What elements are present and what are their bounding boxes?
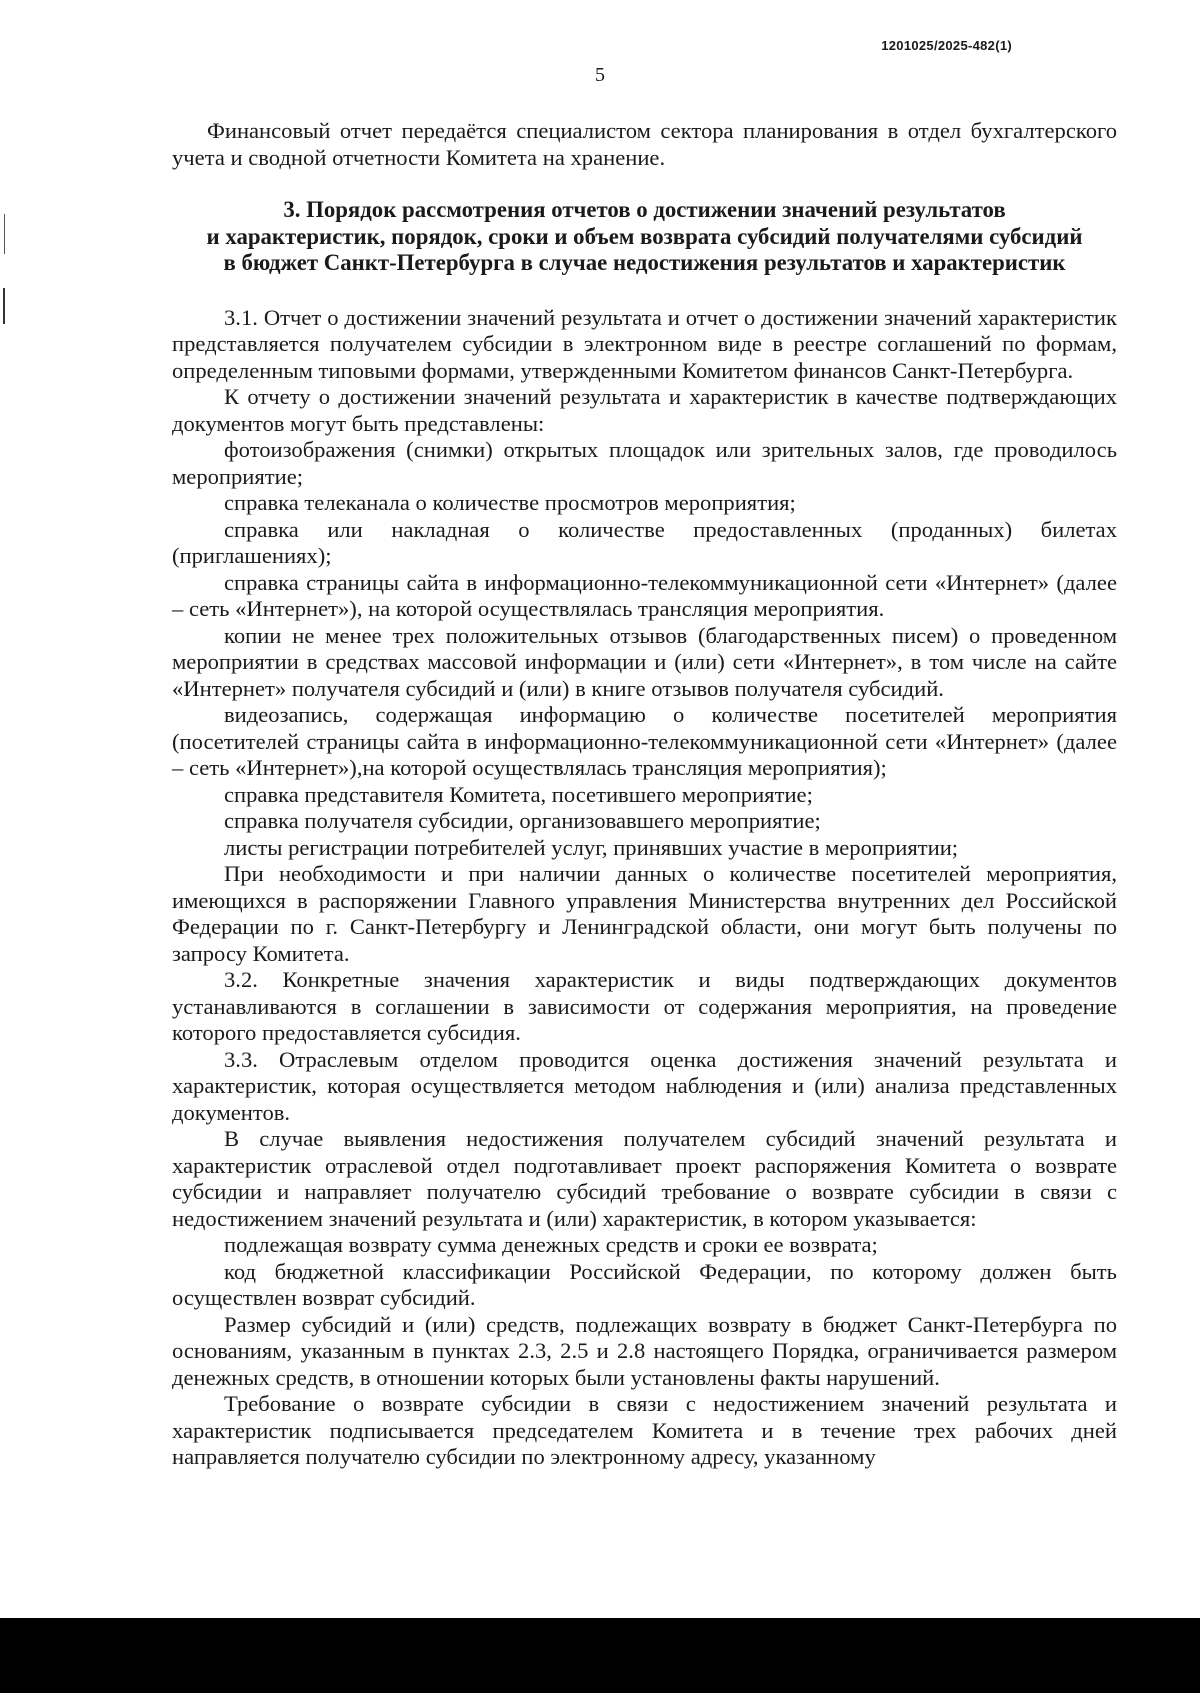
list-item: видеозапись, содержащая информацию о количестве посетителей мероприятия (посетителей страницы сайта в информационно-телекоммуникационной сети «Интернет» (далее – сеть «Интернет»),на которой осуществлялась трансляция мероприятия); <box>172 702 1117 780</box>
list-item: справка телеканала о количестве просмотров мероприятия; <box>224 490 796 515</box>
paragraph: В случае выявления недостижения получателем субсидий значений результата и характеристик отраслевой отдел подготавливает проект распоряжения Комитета о возврате субсидии и направляет получателю субсидий требование о возврате субсидии в связи с недостижением значений результата и (или) характеристик, в котором указывается: <box>172 1126 1117 1231</box>
section-heading <box>172 197 1117 277</box>
section-heading-line: 3. Порядок рассмотрения отчетов о достижении значений результатов <box>283 197 1006 222</box>
section-heading-line: и характеристик, порядок, сроки и объем возврата субсидий получателями субсидий <box>206 223 1083 249</box>
paragraph: 3.3. Отраслевым отделом проводится оценка достижения значений результата и характеристик, которая осуществляется методом наблюдения и (или) анализа представленных документов. <box>172 1046 1117 1125</box>
list-item: справка представителя Комитета, посетившего мероприятие; <box>224 781 813 807</box>
section-heading-line: в бюджет Санкт-Петербурга в случае недостижения результатов и характеристик <box>223 250 1066 275</box>
paragraph: К отчету о достижении значений результата и характеристик в качестве подтверждающих документов могут быть представлены: <box>172 384 1117 436</box>
paragraph: Размер субсидий и (или) средств, подлежащих возврату в бюджет Санкт-Петербурга по основаниям, указанным в пунктах 2.3, 2.5 и 2.8 настоящего Порядка, ограничивается размером денежных средств, в отношении которых были установлены факты нарушений. <box>172 1311 1117 1390</box>
list-item: подлежащая возврату сумма денежных средств и сроки ее возврата; <box>224 1232 878 1257</box>
list-item: справка получателя субсидии, организовавшего мероприятие; <box>224 808 821 833</box>
list-item: справка страницы сайта в информационно-телекоммуникационной сети «Интернет» (далее – сеть «Интернет»), на которой осуществлялась трансляция мероприятия. <box>172 569 1117 621</box>
document-body <box>172 118 1117 1471</box>
paragraph: 3.2. Конкретные значения характеристик и виды подтверждающих документов устанавливаются в соглашении в зависимости от содержания мероприятия, на проведение которого предоставляется субсидия. <box>172 967 1117 1045</box>
list-item: копии не менее трех положительных отзывов (благодарственных писем) о проведенном мероприятии в средствах массовой информации и (или) сети «Интернет», в том числе на сайте «Интернет» получателя субсидий и (или) в книге отзывов получателя субсидий. <box>172 622 1117 701</box>
scan-bottom-border <box>0 1618 1200 1693</box>
list-item: листы регистрации потребителей услуг, принявших участие в мероприятии; <box>224 834 959 860</box>
scan-margin-mark <box>3 288 5 324</box>
paragraph: Требование о возврате субсидии в связи с недостижением значений результата и характеристик подписывается председателем Комитета и в течение трех рабочих дней направляется получателю субсидии по электронному адресу, указанному <box>172 1391 1117 1469</box>
paragraph: При необходимости и при наличии данных о количестве посетителей мероприятия, имеющихся в распоряжении Главного управления Министерства внутренних дел Российской Федерации по г. Санкт-Петербургу и Ленинградской области, они могут быть получены по запросу Комитета. <box>172 861 1117 966</box>
scan-margin-mark <box>4 214 5 254</box>
list-item: фотоизображения (снимки) открытых площадок или зрительных залов, где проводилось мероприятие; <box>172 437 1117 489</box>
list-item: код бюджетной классификации Российской Федерации, по которому должен быть осуществлен возврат субсидий. <box>172 1258 1117 1310</box>
paragraph: Финансовый отчет передаётся специалистом сектора планирования в отдел бухгалтерского учета и сводной отчетности Комитета на хранение. <box>172 118 1117 170</box>
paragraph: 3.1. Отчет о достижении значений результата и отчет о достижении значений характеристик представляется получателем субсидии в электронном виде в реестре соглашений по формам, определенным типовыми формами, утвержденными Комитетом финансов Санкт-Петербурга. <box>172 304 1117 383</box>
list-item: справка или накладная о количестве предоставленных (проданных) билетах (приглашениях); <box>172 516 1117 568</box>
document-registration-number: 1201025/2025-482(1) <box>881 38 1012 53</box>
page-number: 5 <box>595 64 605 86</box>
